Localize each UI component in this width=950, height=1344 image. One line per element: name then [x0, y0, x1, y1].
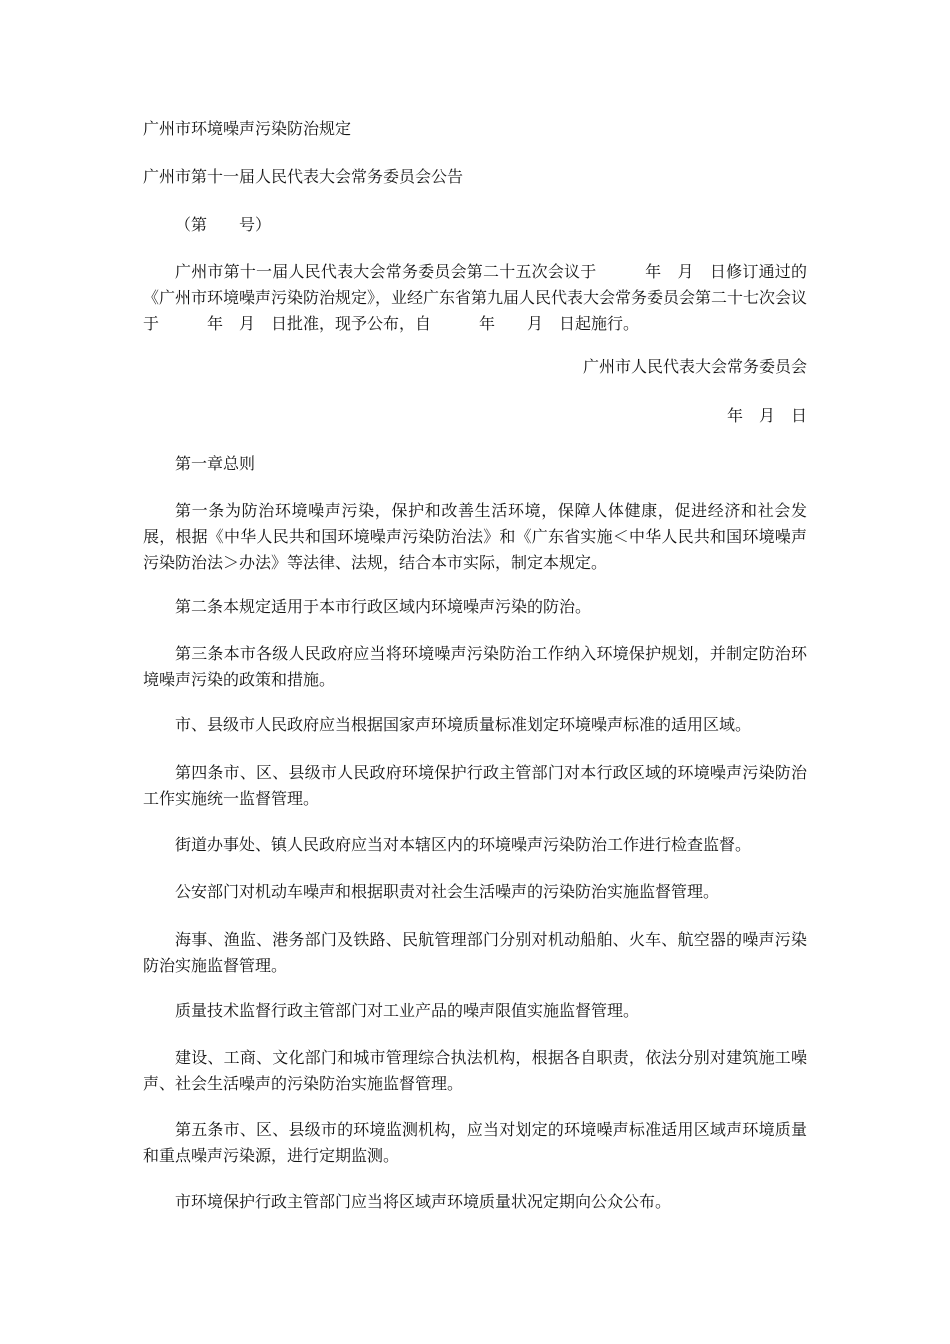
- article-paragraph: 市、县级市人民政府应当根据国家声环境质量标准划定环境噪声标准的适用区域。: [175, 715, 752, 734]
- article-paragraph: 公安部门对机动车噪声和根据职责对社会生活噪声的污染防治实施监督管理。: [175, 882, 720, 901]
- chapter-title: 第一章总则: [175, 454, 256, 473]
- article-paragraph: 第五条市、区、县级市的环境监测机构，应当对划定的环境噪声标准适用区域声环境质量和重点噪声污染源，进行定期监测。: [143, 1120, 807, 1165]
- signature: 广州市人民代表大会常务委员会: [582, 357, 807, 376]
- document-title: 广州市环境噪声污染防治规定: [143, 119, 352, 138]
- signature-date: 年 月 日: [726, 406, 807, 425]
- article-paragraph: 海事、渔监、港务部门及铁路、民航管理部门分别对机动船舶、火车、航空器的噪声污染防治实施监督管理。: [143, 930, 807, 975]
- article-paragraph: 第一条为防治环境噪声污染，保护和改善生活环境，保障人体健康，促进经济和社会发展，根据《中华人民共和国环境噪声污染防治法》和《广东省实施＜中华人民共和国环境噪声污染防治法＞办法》等法律、法规，结合本市实际，制定本规定。: [143, 501, 807, 572]
- announcement-issuer: 广州市第十一届人民代表大会常务委员会公告: [143, 167, 464, 186]
- article-paragraph: 市环境保护行政主管部门应当将区域声环境质量状况定期向公众公布。: [175, 1192, 672, 1211]
- article-paragraph: 建设、工商、文化部门和城市管理综合执法机构，根据各自职责，依法分别对建筑施工噪声、社会生活噪声的污染防治实施监督管理。: [143, 1048, 807, 1093]
- announcement-body: 广州市第十一届人民代表大会常务委员会第二十五次会议于 年 月 日修订通过的《广州市环境噪声污染防治规定》，业经广东省第九届人民代表大会常务委员会第二十七次会议于 年 月 日批准，现予公布，自 年 月 日起施行。: [143, 262, 808, 333]
- article-paragraph: 第四条市、区、县级市人民政府环境保护行政主管部门对本行政区域的环境噪声污染防治工作实施统一监督管理。: [143, 763, 807, 808]
- announcement-number: （第 号）: [175, 215, 272, 234]
- article-paragraph: 第二条本规定适用于本市行政区域内环境噪声污染的防治。: [175, 597, 592, 616]
- article-paragraph: 第三条本市各级人民政府应当将环境噪声污染防治工作纳入环境保护规划，并制定防治环境噪声污染的政策和措施。: [143, 644, 807, 689]
- article-paragraph: 街道办事处、镇人民政府应当对本辖区内的环境噪声污染防治工作进行检查监督。: [175, 835, 752, 854]
- article-paragraph: 质量技术监督行政主管部门对工业产品的噪声限值实施监督管理。: [175, 1001, 640, 1020]
